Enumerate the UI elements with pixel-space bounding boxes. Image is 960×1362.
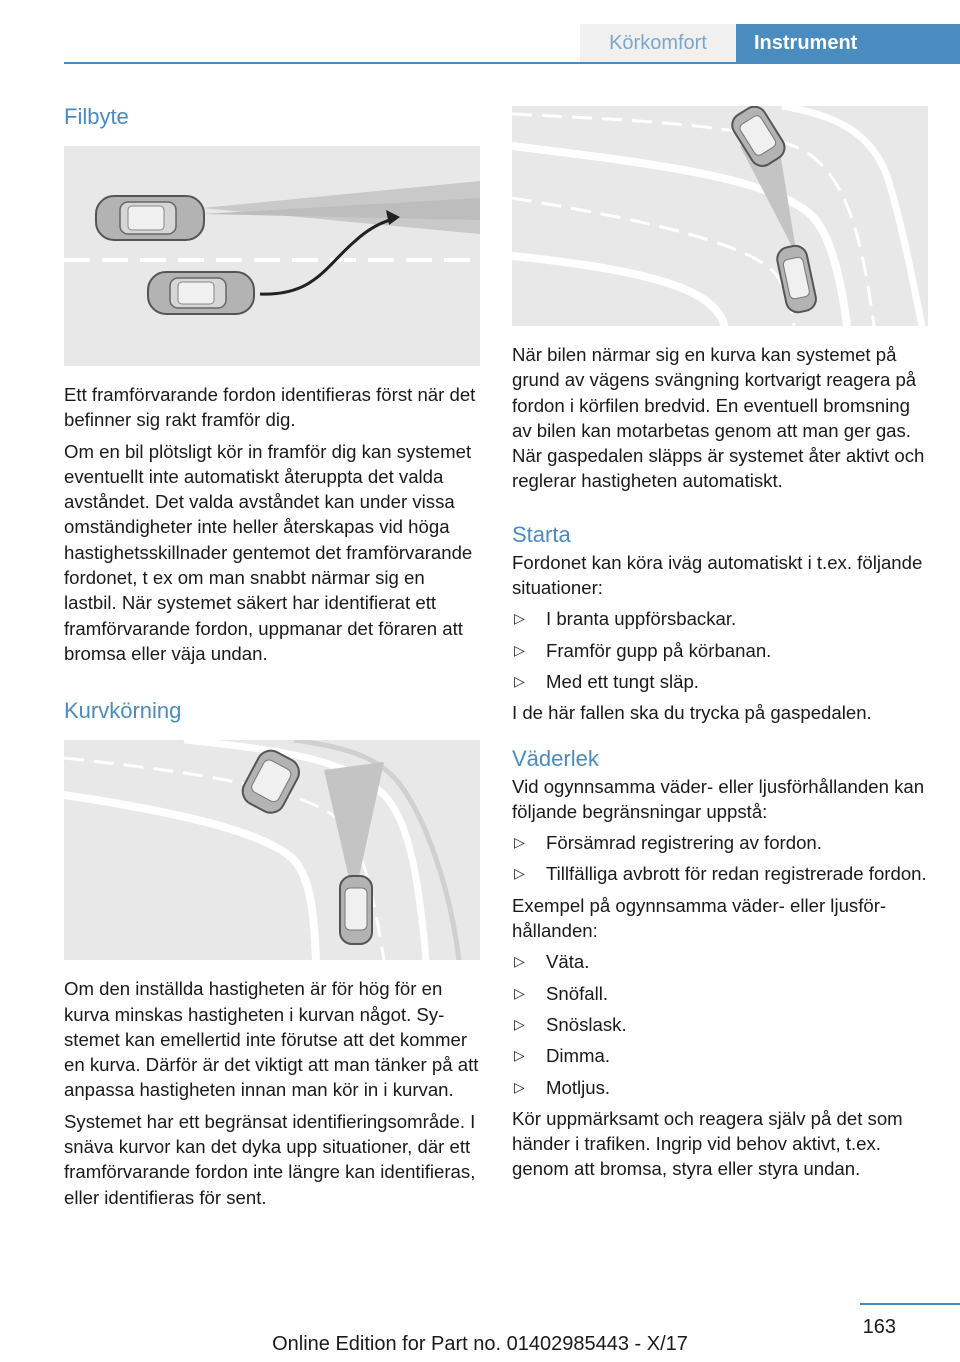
vaderlek-heading: Väderlek — [512, 745, 599, 771]
vehicle-own-icon — [340, 876, 372, 944]
curve-illustration — [64, 740, 480, 960]
curve-adjacent-lane-illustration — [512, 106, 928, 326]
vehicle-cutting-in-icon — [148, 272, 254, 314]
kurv-paragraph-1: Om den inställda hastigheten är för hög för en kurva minskas hastigheten i kurvan något. Systemet kan emellertid inte förutse att det kommer en kurva. Därför är det viktigt att man tänker på att anpassa hastigheten innan man kör in i kurvan. — [64, 978, 479, 1101]
closing-paragraph: Kör uppmärksamt och reagera själv på det som händer i trafiken. Ingrip vid behov aktivt, t.ex. genom att bromsa, styra eller styra undan. — [512, 1107, 903, 1180]
vehicle-own-icon — [96, 196, 204, 240]
kurvkorning-heading: Kurvkörning — [64, 698, 182, 724]
left-column — [64, 100, 480, 1210]
filbyte-heading: Filbyte — [64, 104, 129, 129]
triangle-bullet-icon: ▷ — [514, 1078, 525, 1095]
triangle-bullet-icon: ▷ — [514, 672, 525, 689]
list-item: ▷ Väta. — [512, 949, 928, 974]
list-item: ▷ Snöfall. — [512, 981, 928, 1006]
vaderlek-example: Exempel på ogynnsamma väder- eller ljusförhållanden: — [512, 894, 887, 942]
list-item: ▷ Tillfälliga avbrott för redan registrerade fordon. — [512, 861, 928, 886]
starta-outro: I de här fallen ska du trycka på gaspedalen. — [512, 702, 872, 724]
triangle-bullet-icon: ▷ — [514, 610, 525, 627]
filbyte-paragraph-2: Om en bil plötsligt kör in framför dig kan systemet eventuellt inte automatiskt återuppta det valda avståndet. Det valda avståndet kan under vissa omständigheter inte heller återskapas vid höga hastighetsskillnader gentemot det framförvarande fordonet, t ex om man snabbt närmar sig en lastbil. När systemet säkert har identifierat ett framförvarande fordon, uppmanar det föraren att bromsa eller väja undan. — [64, 440, 473, 664]
starta-list — [512, 606, 928, 694]
triangle-bullet-icon: ▷ — [514, 984, 525, 1001]
list-item: ▷ Försämrad registrering av fordon. — [512, 830, 928, 855]
tab-korkomfort[interactable]: Körkomfort — [580, 24, 736, 62]
triangle-bullet-icon: ▷ — [514, 641, 525, 658]
weather-list — [512, 949, 928, 1099]
list-item: ▷ I branta uppförsbackar. — [512, 606, 928, 631]
right-column — [512, 106, 928, 1182]
chapter-tabs — [580, 24, 960, 62]
triangle-bullet-icon: ▷ — [514, 865, 525, 882]
page-number: 163 — [862, 1316, 896, 1338]
filbyte-paragraph-1: Ett framförvarande fordon identifieras först när det befinner sig rakt framför dig. — [64, 384, 476, 431]
kurv-paragraph-2: Systemet har ett begränsat identifieringsområde. I snäva kurvor kan det dyka upp situationer, där ett framförvarande fordon inte längre kan identifieras, eller identifieras för sent. — [64, 1110, 476, 1208]
tab-instrument[interactable]: Instrument — [736, 24, 960, 62]
list-item: ▷ Framför gupp på körbanan. — [512, 638, 928, 663]
list-item: ▷ Dimma. — [512, 1043, 928, 1068]
list-item: ▷ Snöslask. — [512, 1012, 928, 1037]
list-item: ▷ Med ett tungt släp. — [512, 669, 928, 694]
triangle-bullet-icon: ▷ — [514, 1047, 525, 1064]
vaderlek-list — [512, 830, 928, 887]
header-rule — [64, 62, 960, 64]
footer-rule — [860, 1303, 960, 1305]
edition-footer: Online Edition for Part no. 01402985443 - X/17 — [272, 1333, 688, 1355]
lane-change-illustration — [64, 146, 480, 366]
list-item: ▷ Motljus. — [512, 1075, 928, 1100]
triangle-bullet-icon: ▷ — [514, 1015, 525, 1032]
curve-paragraph: När bilen närmar sig en kurva kan systemet på grund av vägens svängning kortvarigt reagera på fordon i körfilen bredvid. En eventuell bromsning av bilen kan motarbetas genom att man ger gas. När gaspedalen släpps är systemet åter aktivt och reglerar hastigheten automatiskt. — [512, 344, 925, 492]
triangle-bullet-icon: ▷ — [514, 834, 525, 851]
triangle-bullet-icon: ▷ — [514, 953, 525, 970]
starta-heading: Starta — [512, 521, 571, 547]
vaderlek-intro: Vid ogynnsamma väder- eller ljusförhållanden kan följande begränsningar uppstå: — [512, 775, 925, 822]
starta-intro: Fordonet kan köra iväg automatiskt i t.ex. följande situationer: — [512, 551, 923, 599]
